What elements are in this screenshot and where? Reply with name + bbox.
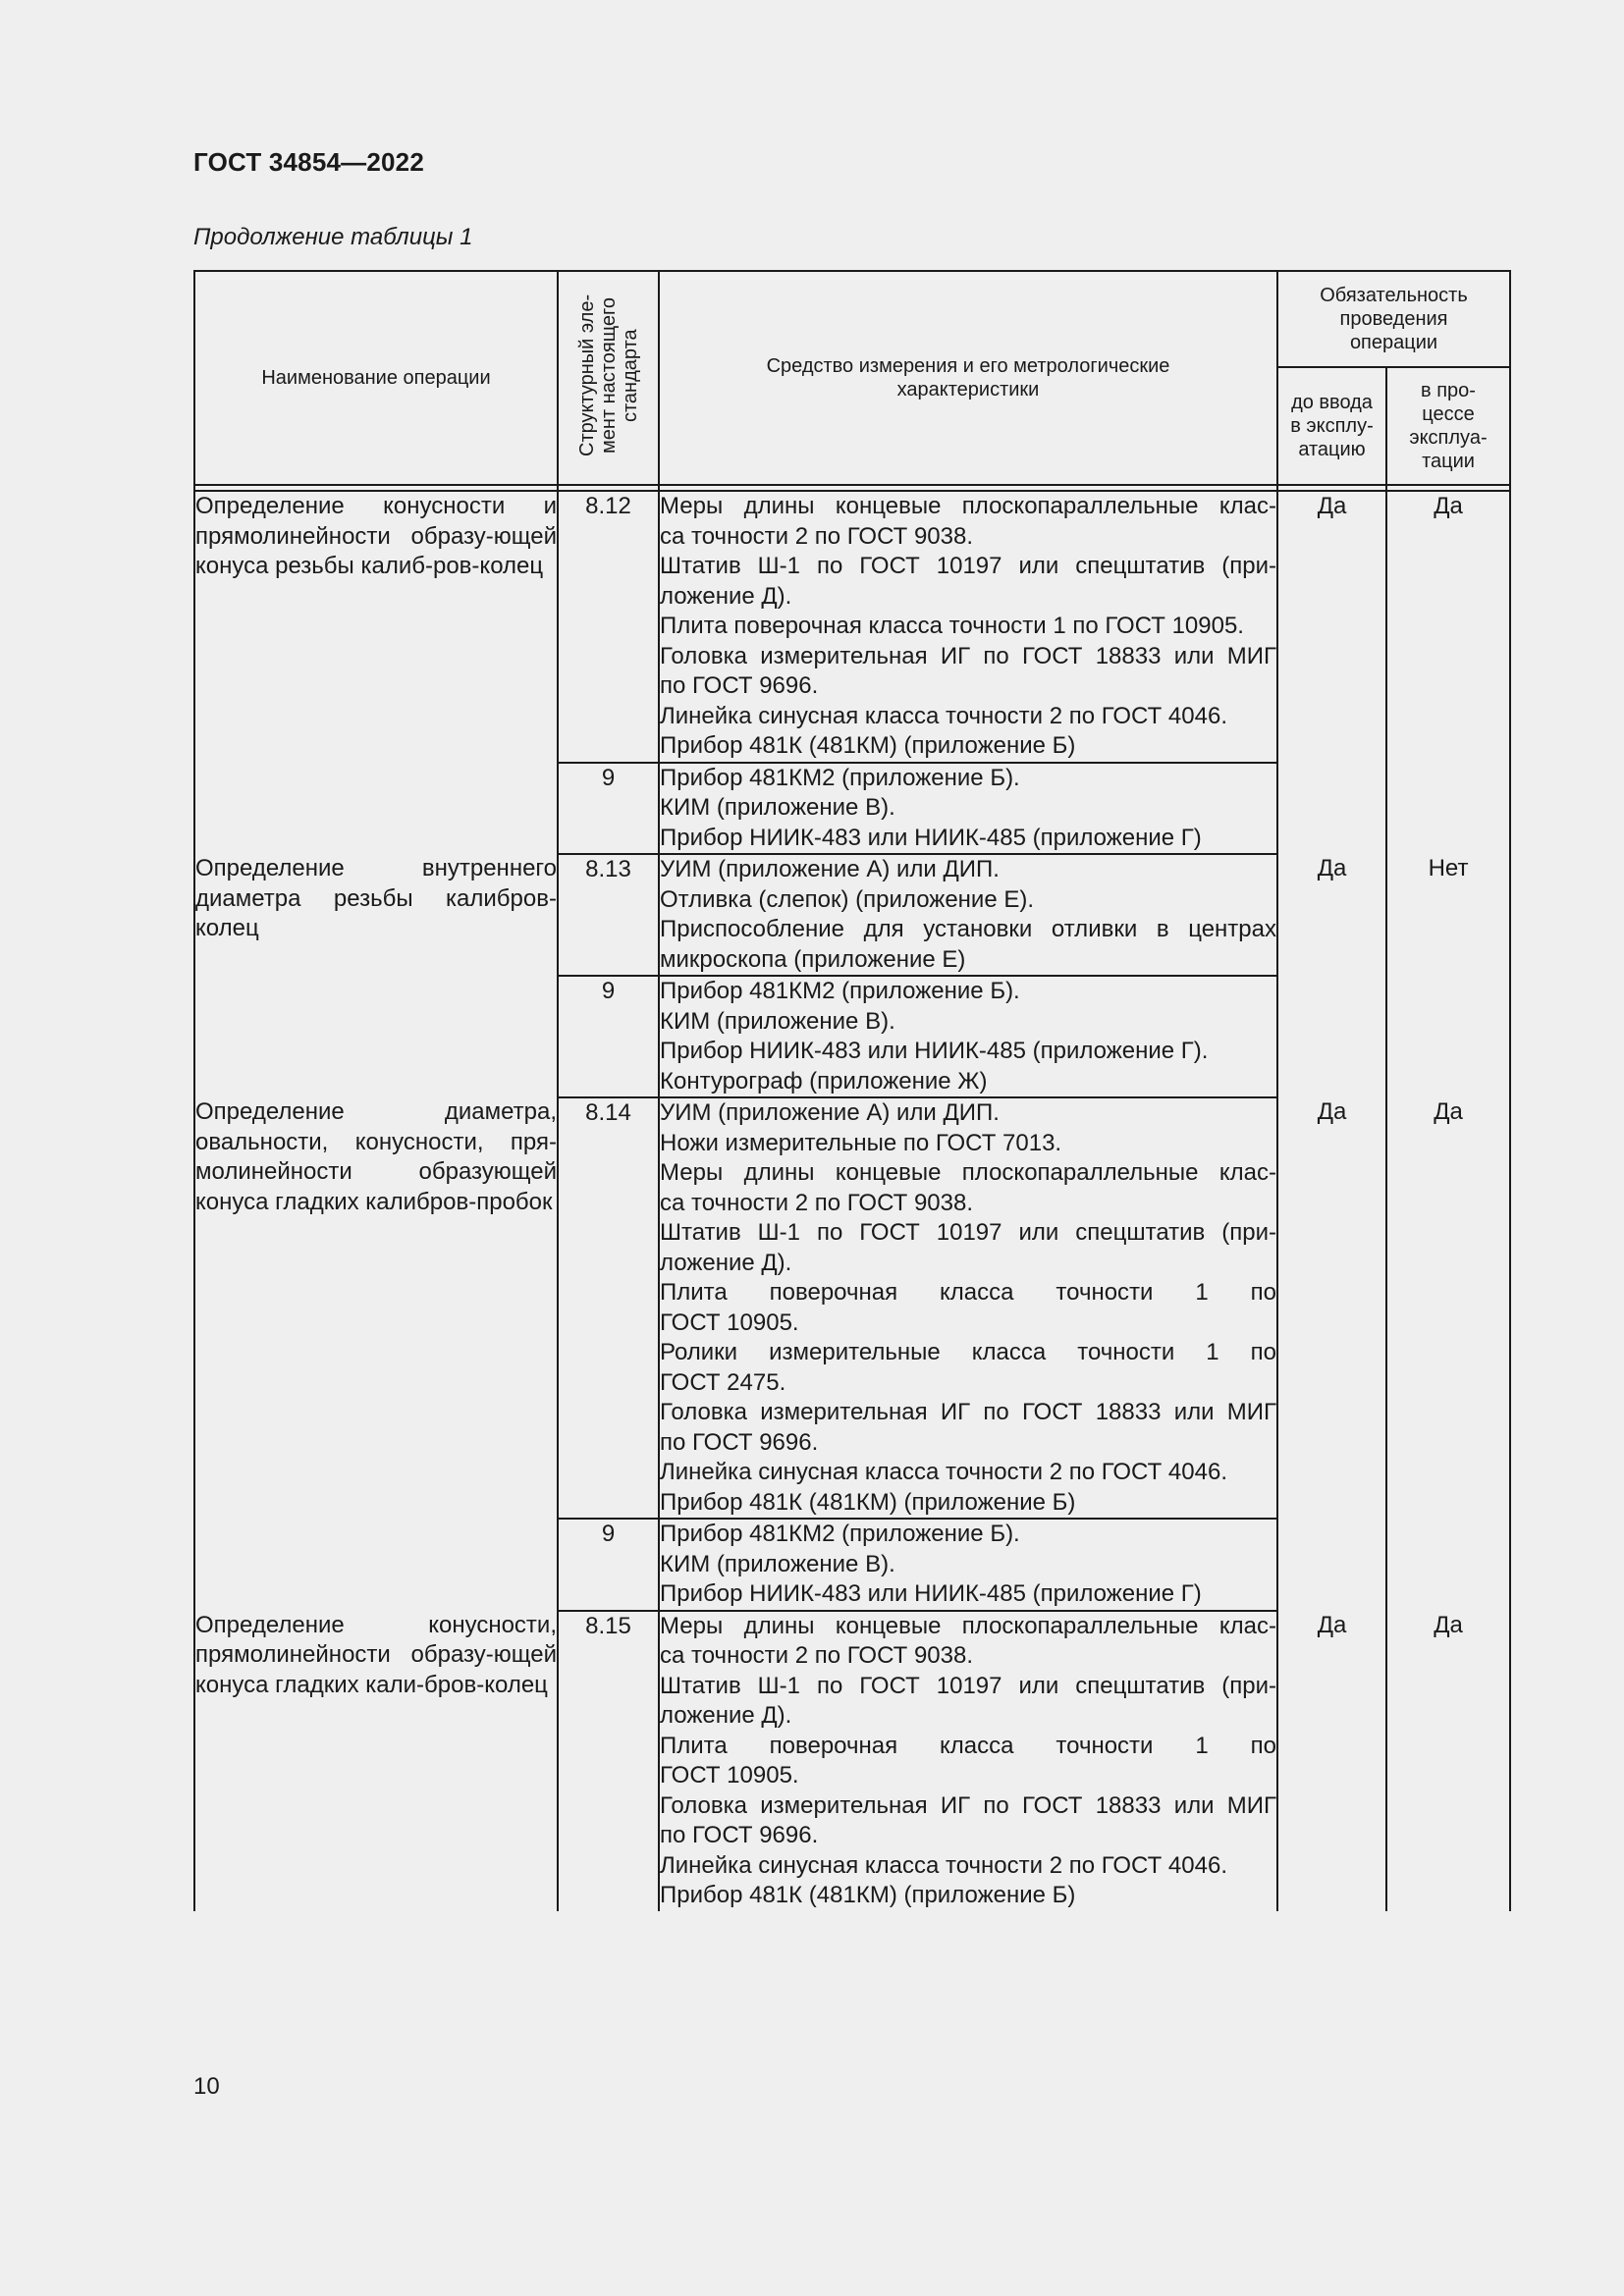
instrument-line: Ножи измерительные по ГОСТ 7013. [660,1129,1062,1156]
structural-element: 9 [558,976,659,1097]
instrument-line: по ГОСТ 9696. [660,1822,819,1848]
instrument-line: по ГОСТ 9696. [660,1428,819,1456]
structural-element: 8.15 [558,1611,659,1911]
instrument-line: Штатив Ш-1 по ГОСТ 10197 или спецштатив (при- [660,1672,1276,1699]
instrument-line: Прибор 481КМ2 (приложение Б). [660,1521,1020,1547]
operation-name: Определение внутреннего диаметра резьбы калибров-колец [194,854,558,1097]
instruments-cell [659,976,1277,1097]
instrument-line: Приспособление для установки отливки в центрах [660,916,1276,942]
instrument-line: КИМ (приложение В). [660,1550,895,1577]
instrument-line: Меры длины концевые плоскопараллельные клас- [660,493,1276,519]
mandatory-during-value: Нет [1386,854,1510,1097]
page-number: 10 [193,2073,220,2100]
mandatory-before-value: Да [1277,1611,1386,1911]
instrument-line: Прибор 481К (481КМ) (приложение Б) [660,732,1076,759]
instrument-line: КИМ (приложение В). [660,794,895,821]
instrument-line: Плита поверочная класса точности 1 по ГОСТ 10905. [660,613,1244,639]
col-header-instruments: Средство измерения и его метрологические характеристики [659,271,1277,485]
structural-element: 9 [558,763,659,855]
instrument-line: са точности 2 по ГОСТ 9038. [660,1642,973,1669]
instrument-line: ложение Д). [660,1702,792,1729]
instrument-line: Прибор НИИК-483 или НИИК-485 (приложение Г). [660,1038,1209,1064]
mandatory-during-value: Да [1386,1611,1510,1911]
instrument-line: Штатив Ш-1 по ГОСТ 10197 или спецштатив (при- [660,1219,1276,1246]
operation-name: Определение конусности, прямолинейности образу-ющей конуса гладких кали-бров-колец [194,1611,558,1911]
instrument-line: са точности 2 по ГОСТ 9038. [660,1189,973,1216]
instruments-cell [659,1611,1277,1911]
mandatory-before-value: Да [1277,491,1386,854]
instrument-line: по ГОСТ 9696. [660,672,819,699]
table-row [194,1611,1510,1911]
structural-element: 8.14 [558,1097,659,1519]
instrument-line: Штатив Ш-1 по ГОСТ 10197 или спецштатив (при- [660,553,1276,579]
col-header-before: до ввода в эксплу-атацию [1277,367,1386,485]
instrument-line: Ролики измерительные класса точности 1 по [660,1339,1276,1365]
mandatory-before-value: Да [1277,1097,1386,1611]
col-header-during: в про-цессе эксплуа-тации [1386,367,1510,485]
operation-name: Определение диаметра, овальности, конусности, пря-молинейности образующей конуса гладких калибров-пробок [194,1097,558,1611]
instruments-cell [659,1519,1277,1611]
instrument-line: Линейка синусная класса точности 2 по ГОСТ 4046. [660,1459,1227,1485]
instrument-line: Головка измерительная ИГ по ГОСТ 18833 или МИГ [660,1791,1276,1819]
instrument-line: КИМ (приложение В). [660,1007,895,1035]
mandatory-during-value: Да [1386,1097,1510,1611]
table-row [194,1097,1510,1519]
mandatory-before-value: Да [1277,854,1386,1097]
instruments-cell [659,491,1277,763]
col-header-element [558,271,659,485]
instrument-line: Прибор 481К (481КМ) (приложение Б) [660,1882,1076,1908]
instrument-line: са точности 2 по ГОСТ 9038. [660,522,973,550]
structural-element: 8.12 [558,491,659,763]
table-row [194,854,1510,976]
instrument-line: ложение Д). [660,582,792,610]
operation-name: Определение конусности и прямолинейности образу-ющей конуса резьбы калиб-ров-колец [194,491,558,854]
instrument-line: Головка измерительная ИГ по ГОСТ 18833 или МИГ [660,642,1276,669]
instrument-line: Прибор НИИК-483 или НИИК-485 (приложение Г) [660,824,1202,851]
document-id: ГОСТ 34854—2022 [193,147,424,177]
instrument-line: Отливка (слепок) (приложение Е). [660,885,1035,913]
instrument-line: УИМ (приложение А) или ДИП. [660,856,1000,882]
instruments-cell [659,854,1277,976]
instrument-line: Прибор НИИК-483 или НИИК-485 (приложение Г) [660,1580,1202,1607]
instrument-line: Меры длины концевые плоскопараллельные клас- [660,1612,1276,1639]
mandatory-during-value: Да [1386,491,1510,854]
instrument-line: Линейка синусная класса точности 2 по ГОСТ 4046. [660,702,1227,729]
instrument-line: Меры длины концевые плоскопараллельные клас- [660,1159,1276,1186]
instruments-cell [659,1097,1277,1519]
structural-element: 8.13 [558,854,659,976]
instrument-line: Прибор 481КМ2 (приложение Б). [660,764,1020,791]
instrument-line: ГОСТ 10905. [660,1308,799,1336]
instrument-line: Линейка синусная класса точности 2 по ГОСТ 4046. [660,1851,1227,1879]
col-header-mandatory: Обязательность проведения операции [1277,271,1510,367]
structural-element: 9 [558,1519,659,1611]
operations-table [193,270,1511,1911]
instrument-line: микроскопа (приложение Е) [660,945,966,973]
instruments-cell [659,763,1277,855]
instrument-line: Прибор 481КМ2 (приложение Б). [660,978,1020,1004]
instrument-line: УИМ (приложение А) или ДИП. [660,1099,1000,1126]
instrument-line: ГОСТ 10905. [660,1762,799,1789]
col-header-name: Наименование операции [194,271,558,485]
instrument-line: ГОСТ 2475. [660,1368,786,1396]
instrument-line: Плита поверочная класса точности 1 по [660,1732,1276,1759]
instrument-line: Плита поверочная класса точности 1 по [660,1279,1276,1306]
col-header-element-text: Структурный эле-мент настоящего стандарта [575,294,641,456]
instrument-line: Прибор 481К (481КМ) (приложение Б) [660,1488,1076,1516]
table-row [194,491,1510,763]
instrument-line: Головка измерительная ИГ по ГОСТ 18833 или МИГ [660,1399,1276,1425]
instrument-line: Контурограф (приложение Ж) [660,1067,988,1095]
table-caption: Продолжение таблицы 1 [193,224,473,250]
instrument-line: ложение Д). [660,1249,792,1276]
